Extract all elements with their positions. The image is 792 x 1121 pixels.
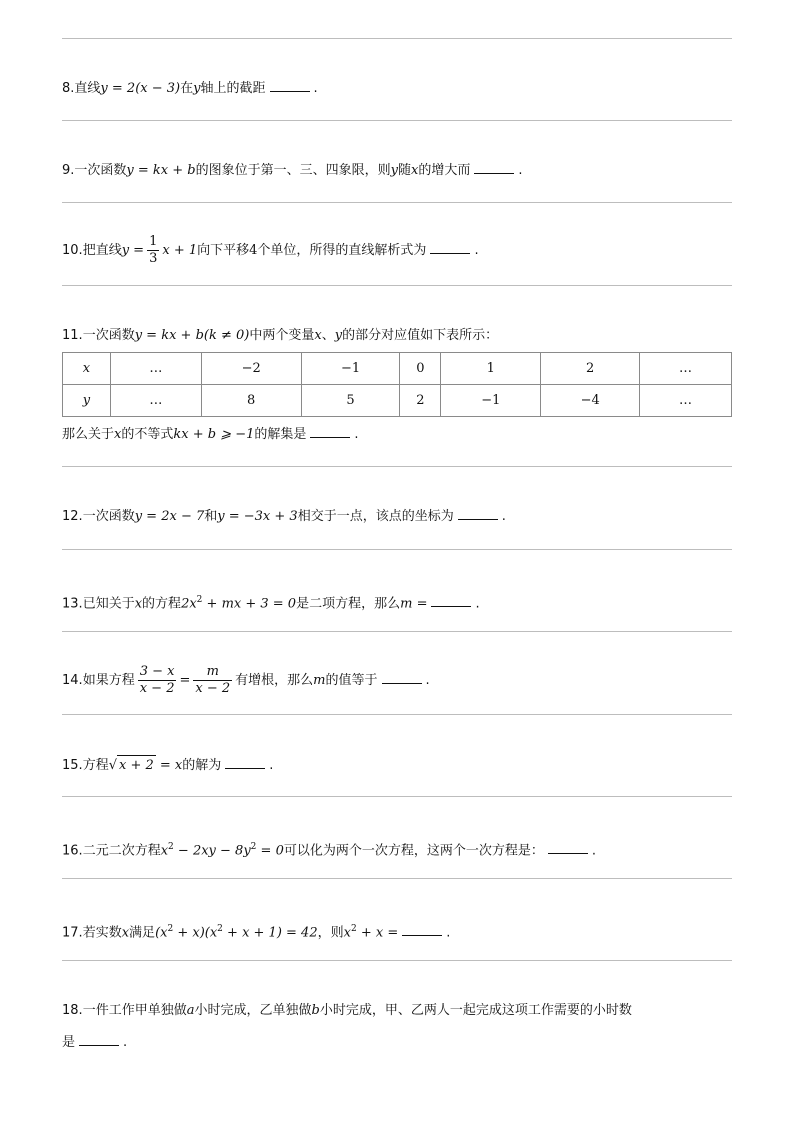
table-cell: 0 xyxy=(400,353,441,385)
table-cell: 1 xyxy=(441,353,541,385)
divider xyxy=(62,631,732,632)
question-18: 18.一件工作甲单独做a小时完成，乙单独做b小时完成，甲、乙两人一起完成这项工作需要的小时数 xyxy=(62,1003,632,1018)
table-cell: y xyxy=(63,385,111,417)
divider xyxy=(62,878,732,879)
table-cell: 5 xyxy=(301,385,400,417)
table-cell: 2 xyxy=(400,385,441,417)
table-row-y xyxy=(63,385,732,417)
question-17: 17.若实数x满足$(x^2 + x)(x^2 + x + 1) = 42$，则$x^2 + x$ = . xyxy=(62,924,451,941)
question-18-continued: 是 . xyxy=(62,1035,128,1050)
answer-blank[interactable] xyxy=(79,1033,119,1046)
sqrt-symbol: √ xyxy=(108,758,117,773)
question-9: 9.一次函数y = kx + b的图象位于第一、三、四象限，则y随x的增大而 . xyxy=(62,163,523,178)
question-12: 12.一次函数y = 2x − 7和y = −3x + 3相交于一点，该点的坐标为 . xyxy=(62,509,506,524)
table-cell: −1 xyxy=(441,385,541,417)
question-10: 10.把直线y = $\frac{1}{3}$ x + 1向下平移4个单位，所得的直线解析式为 . xyxy=(62,234,479,266)
table-cell: −4 xyxy=(541,385,640,417)
fraction: $\frac{1}{3}$ xyxy=(149,234,158,266)
fraction: $\frac{m}{x - 2}$ xyxy=(195,664,231,696)
table-cell: −1 xyxy=(301,353,400,385)
answer-blank[interactable] xyxy=(431,594,471,607)
value-table xyxy=(62,352,732,417)
table-cell: 8 xyxy=(201,385,301,417)
divider xyxy=(62,549,732,550)
answer-blank[interactable] xyxy=(270,79,310,92)
answer-blank[interactable] xyxy=(382,671,422,684)
answer-blank[interactable] xyxy=(548,841,588,854)
table-cell: … xyxy=(640,385,732,417)
divider xyxy=(62,960,732,961)
question-16: 16.二元二次方程$x^2 - 2xy - 8y^2 = 0$可以化为两个一次方程，这两个一次方程是： . xyxy=(62,842,596,859)
divider xyxy=(62,38,732,39)
answer-blank[interactable] xyxy=(225,756,265,769)
table-cell: … xyxy=(110,385,201,417)
answer-blank[interactable] xyxy=(402,923,442,936)
table-cell: x xyxy=(63,353,111,385)
fraction: $\frac{3 - x}{x - 2}$ xyxy=(139,664,175,696)
table-cell: −2 xyxy=(201,353,301,385)
question-11-followup: 那么关于x的不等式kx + b ⩾ −1的解集是 . xyxy=(62,427,359,442)
divider xyxy=(62,796,732,797)
divider xyxy=(62,202,732,203)
answer-blank[interactable] xyxy=(430,241,470,254)
question-13: 13.已知关于x的方程$2x^2$ + mx + 3 = 0是二项方程，那么m = . xyxy=(62,595,480,612)
divider xyxy=(62,714,732,715)
question-8: 8.直线y = 2(x − 3)在y轴上的截距 . xyxy=(62,81,318,96)
question-15: 15.方程√ x + 2 = x的解为 . xyxy=(62,755,273,776)
answer-blank[interactable] xyxy=(310,425,350,438)
table-cell: 2 xyxy=(541,353,640,385)
answer-blank[interactable] xyxy=(458,507,498,520)
table-cell: … xyxy=(110,353,201,385)
question-11: 11.一次函数y = kx + b(k ≠ 0)中两个变量x、y的部分对应值如下表所示： xyxy=(62,328,499,343)
answer-blank[interactable] xyxy=(474,161,514,174)
divider xyxy=(62,285,732,286)
table-row-x xyxy=(63,353,732,385)
divider xyxy=(62,466,732,467)
question-14: 14.如果方程 $\frac{3 - x}{x - 2}$ = $\frac{m}{x - 2}$ 有增根，那么m的值等于 . xyxy=(62,664,430,696)
table-cell: … xyxy=(640,353,732,385)
divider xyxy=(62,120,732,121)
